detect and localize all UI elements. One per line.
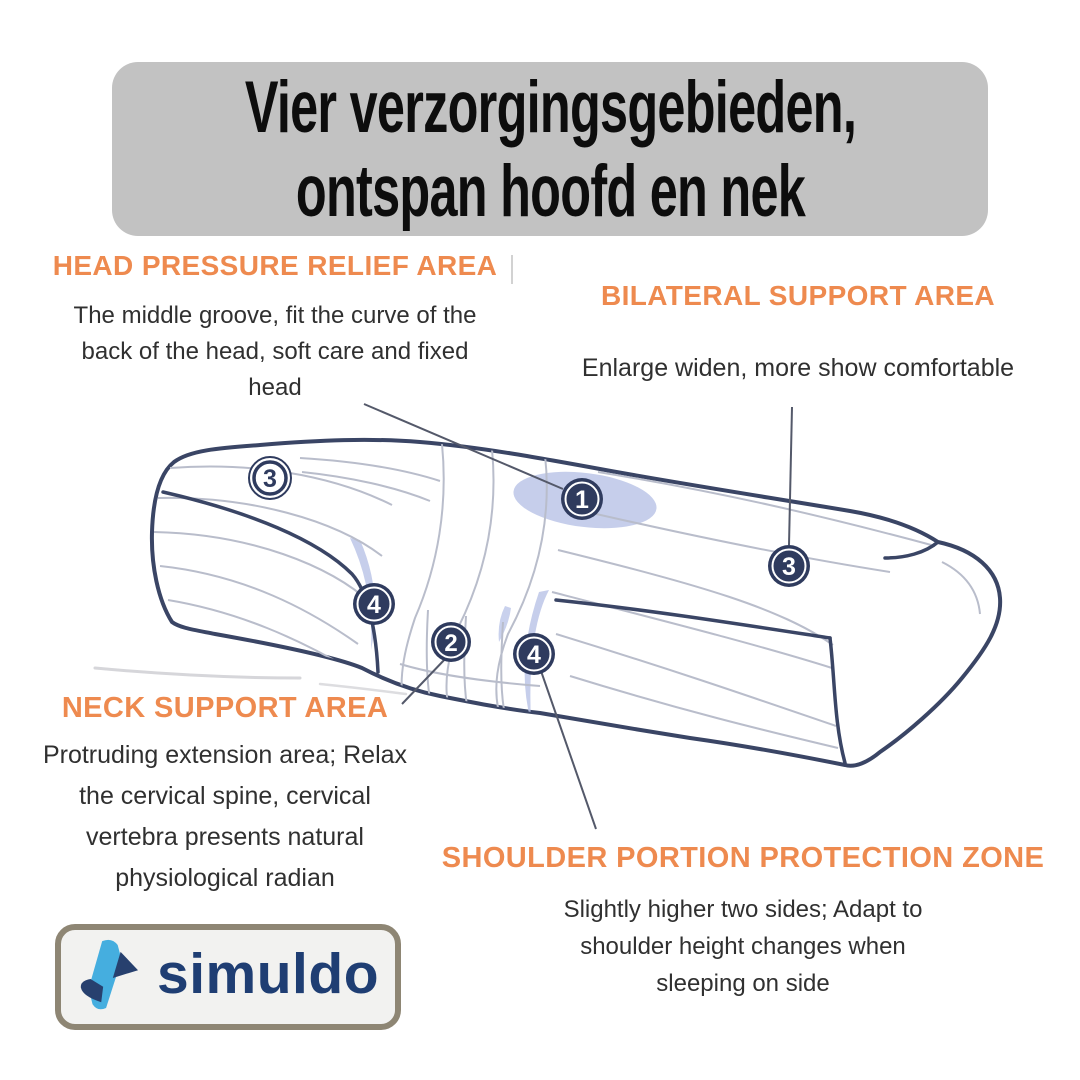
badge-2 [431,622,471,662]
brand-logo-icon [77,938,139,1016]
body-line: sleeping on side [656,970,830,997]
section-neck-support-body [15,735,435,899]
section-shoulder-protection-body [440,891,1046,1002]
body-line: Enlarge widen, more show comfortable [581,354,1015,382]
badge-3-left-number: 3 [263,465,277,493]
badge-4-left [353,583,395,625]
body-line: back of the head, soft care and fixed [81,338,469,365]
badge-4-right [513,633,555,675]
section-head-pressure-title: HEAD PRESSURE RELIEF AREA [52,250,498,281]
banner-line-1: Vier verzorgingsgebieden, [244,66,856,148]
badge-4-right-number: 4 [527,641,541,669]
section-shoulder-protection-title: SHOULDER PORTION PROTECTION ZONE [441,842,1045,874]
section-neck-support [15,692,435,899]
body-line: Protruding extension area; Relax [42,741,408,769]
badge-3-left [249,457,291,499]
section-bilateral-support-title: BILATERAL SUPPORT AREA [600,280,996,311]
badge-1 [561,478,603,520]
section-shoulder-protection [440,842,1046,1002]
ground-shadow-line [95,668,300,678]
body-line: vertebra presents natural [86,823,364,851]
banner-line-2: ontspan hoofd en nek [295,150,805,232]
badge-1-number: 1 [575,486,589,514]
section-bilateral-support-body [563,350,1033,386]
section-bilateral-support [563,280,1033,386]
body-line: physiological radian [115,864,335,892]
badge-3-right [768,545,810,587]
body-line: shoulder height changes when [580,933,906,960]
section-head-pressure [30,250,520,406]
section-head-pressure-body [30,298,520,406]
badge-3-right-number: 3 [782,553,796,581]
badge-2-number: 2 [444,630,458,657]
section-neck-support-title: NECK SUPPORT AREA [61,692,389,724]
body-line: Slightly higher two sides; Adapt to [563,896,923,923]
brand-logo-text: simuldo [157,941,380,1006]
body-line: the cervical spine, cervical [79,782,371,810]
badge-4-left-number: 4 [367,591,381,619]
body-line: The middle groove, fit the curve of the [73,302,477,329]
body-line: head [248,374,302,401]
brand-logo [55,924,401,1030]
